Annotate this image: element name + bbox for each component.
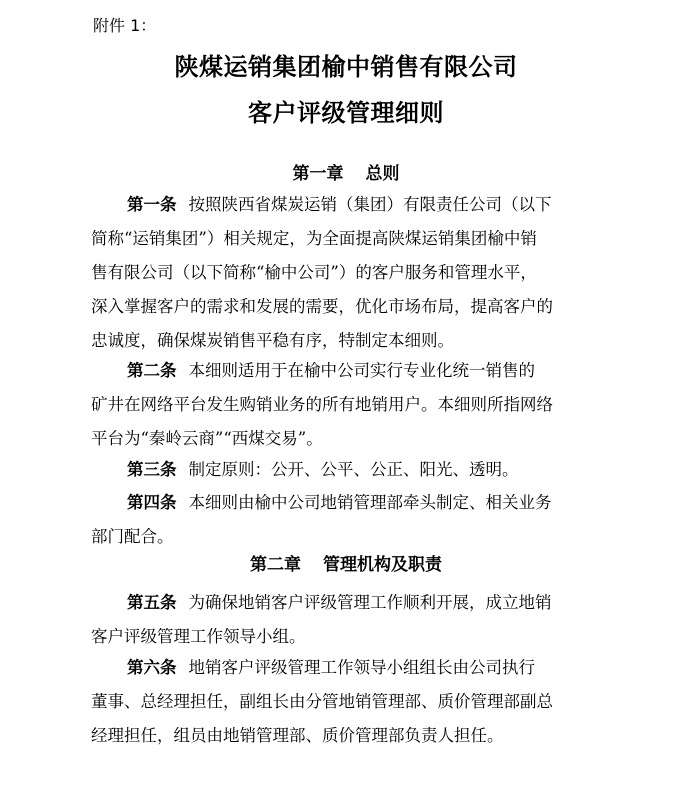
article-3-text-1: 制定原则：公开、公平、公正、阳光、透明。 [188,460,519,479]
article-1-line-4: 深入掌握客户的需求和发展的需要，优化市场布局，提高客户的 [91,297,553,316]
article-6-text-1: 地销客户评级管理工作领导小组组长由公司执行 [188,658,535,677]
article-3-line-1 [91,453,607,487]
article-3 [91,453,607,487]
article-2-label: 第二条 [127,361,177,380]
article-3-label: 第三条 [127,460,177,479]
article-4-line-2: 部门配合。 [91,527,174,546]
chapter-1-number: 第一章 [292,164,344,184]
attachment-label: 附件 1： [93,16,157,35]
article-1-label: 第一条 [127,195,177,214]
chapter-1-heading [0,160,692,188]
article-4-line-1 [91,486,607,520]
document-title-line-1: 陕煤运销集团榆中销售有限公司 [174,52,518,81]
article-5 [91,586,607,654]
chapter-2-name: 管理机构及职责 [323,555,442,575]
article-1-line-1 [91,188,607,222]
article-2-line-1 [91,354,607,388]
article-2 [91,354,607,456]
article-1-line-3: 售有限公司（以下简称“榆中公司”）的客户服务和管理水平， [91,263,537,282]
article-6-line-1 [91,651,607,685]
article-2-text-1: 本细则适用于在榆中公司实行专业化统一销售的 [188,361,535,380]
article-6-line-2: 董事、总经理担任，副组长由分管地销管理部、质价管理部副总 [91,692,553,711]
article-6-line-3: 经理担任，组员由地销管理部、质价管理部负责人担任。 [91,726,504,745]
article-5-text-1: 为确保地销客户评级管理工作顺利开展，成立地销 [188,593,552,612]
article-1 [91,188,607,358]
article-1-line-2: 简称“运销集团”）相关规定，为全面提高陕煤运销集团榆中销 [91,229,537,248]
chapter-1-name: 总则 [365,164,400,184]
article-4-label: 第四条 [127,493,177,512]
article-1-line-5: 忠诚度，确保煤炭销售平稳有序，特制定本细则。 [91,331,454,350]
document-title-line-2: 客户评级管理细则 [248,98,444,127]
article-5-line-1 [91,586,607,620]
chapter-2-heading [0,551,692,579]
article-6-label: 第六条 [127,658,177,677]
article-4-text-1: 本细则由榆中公司地销管理部牵头制定、相关业务 [188,493,552,512]
article-5-label: 第五条 [127,593,177,612]
article-6 [91,651,607,753]
chapter-2-number: 第二章 [250,555,301,575]
article-4 [91,486,607,554]
article-2-line-2: 矿井在网络平台发生购销业务的所有地销用户。本细则所指网络 [91,395,553,414]
article-5-line-2: 客户评级管理工作领导小组。 [91,627,306,646]
article-2-line-3: 平台为“秦岭云商”“西煤交易”。 [91,429,323,448]
article-1-text-1: 按照陕西省煤炭运销（集团）有限责任公司（以下 [188,195,552,214]
